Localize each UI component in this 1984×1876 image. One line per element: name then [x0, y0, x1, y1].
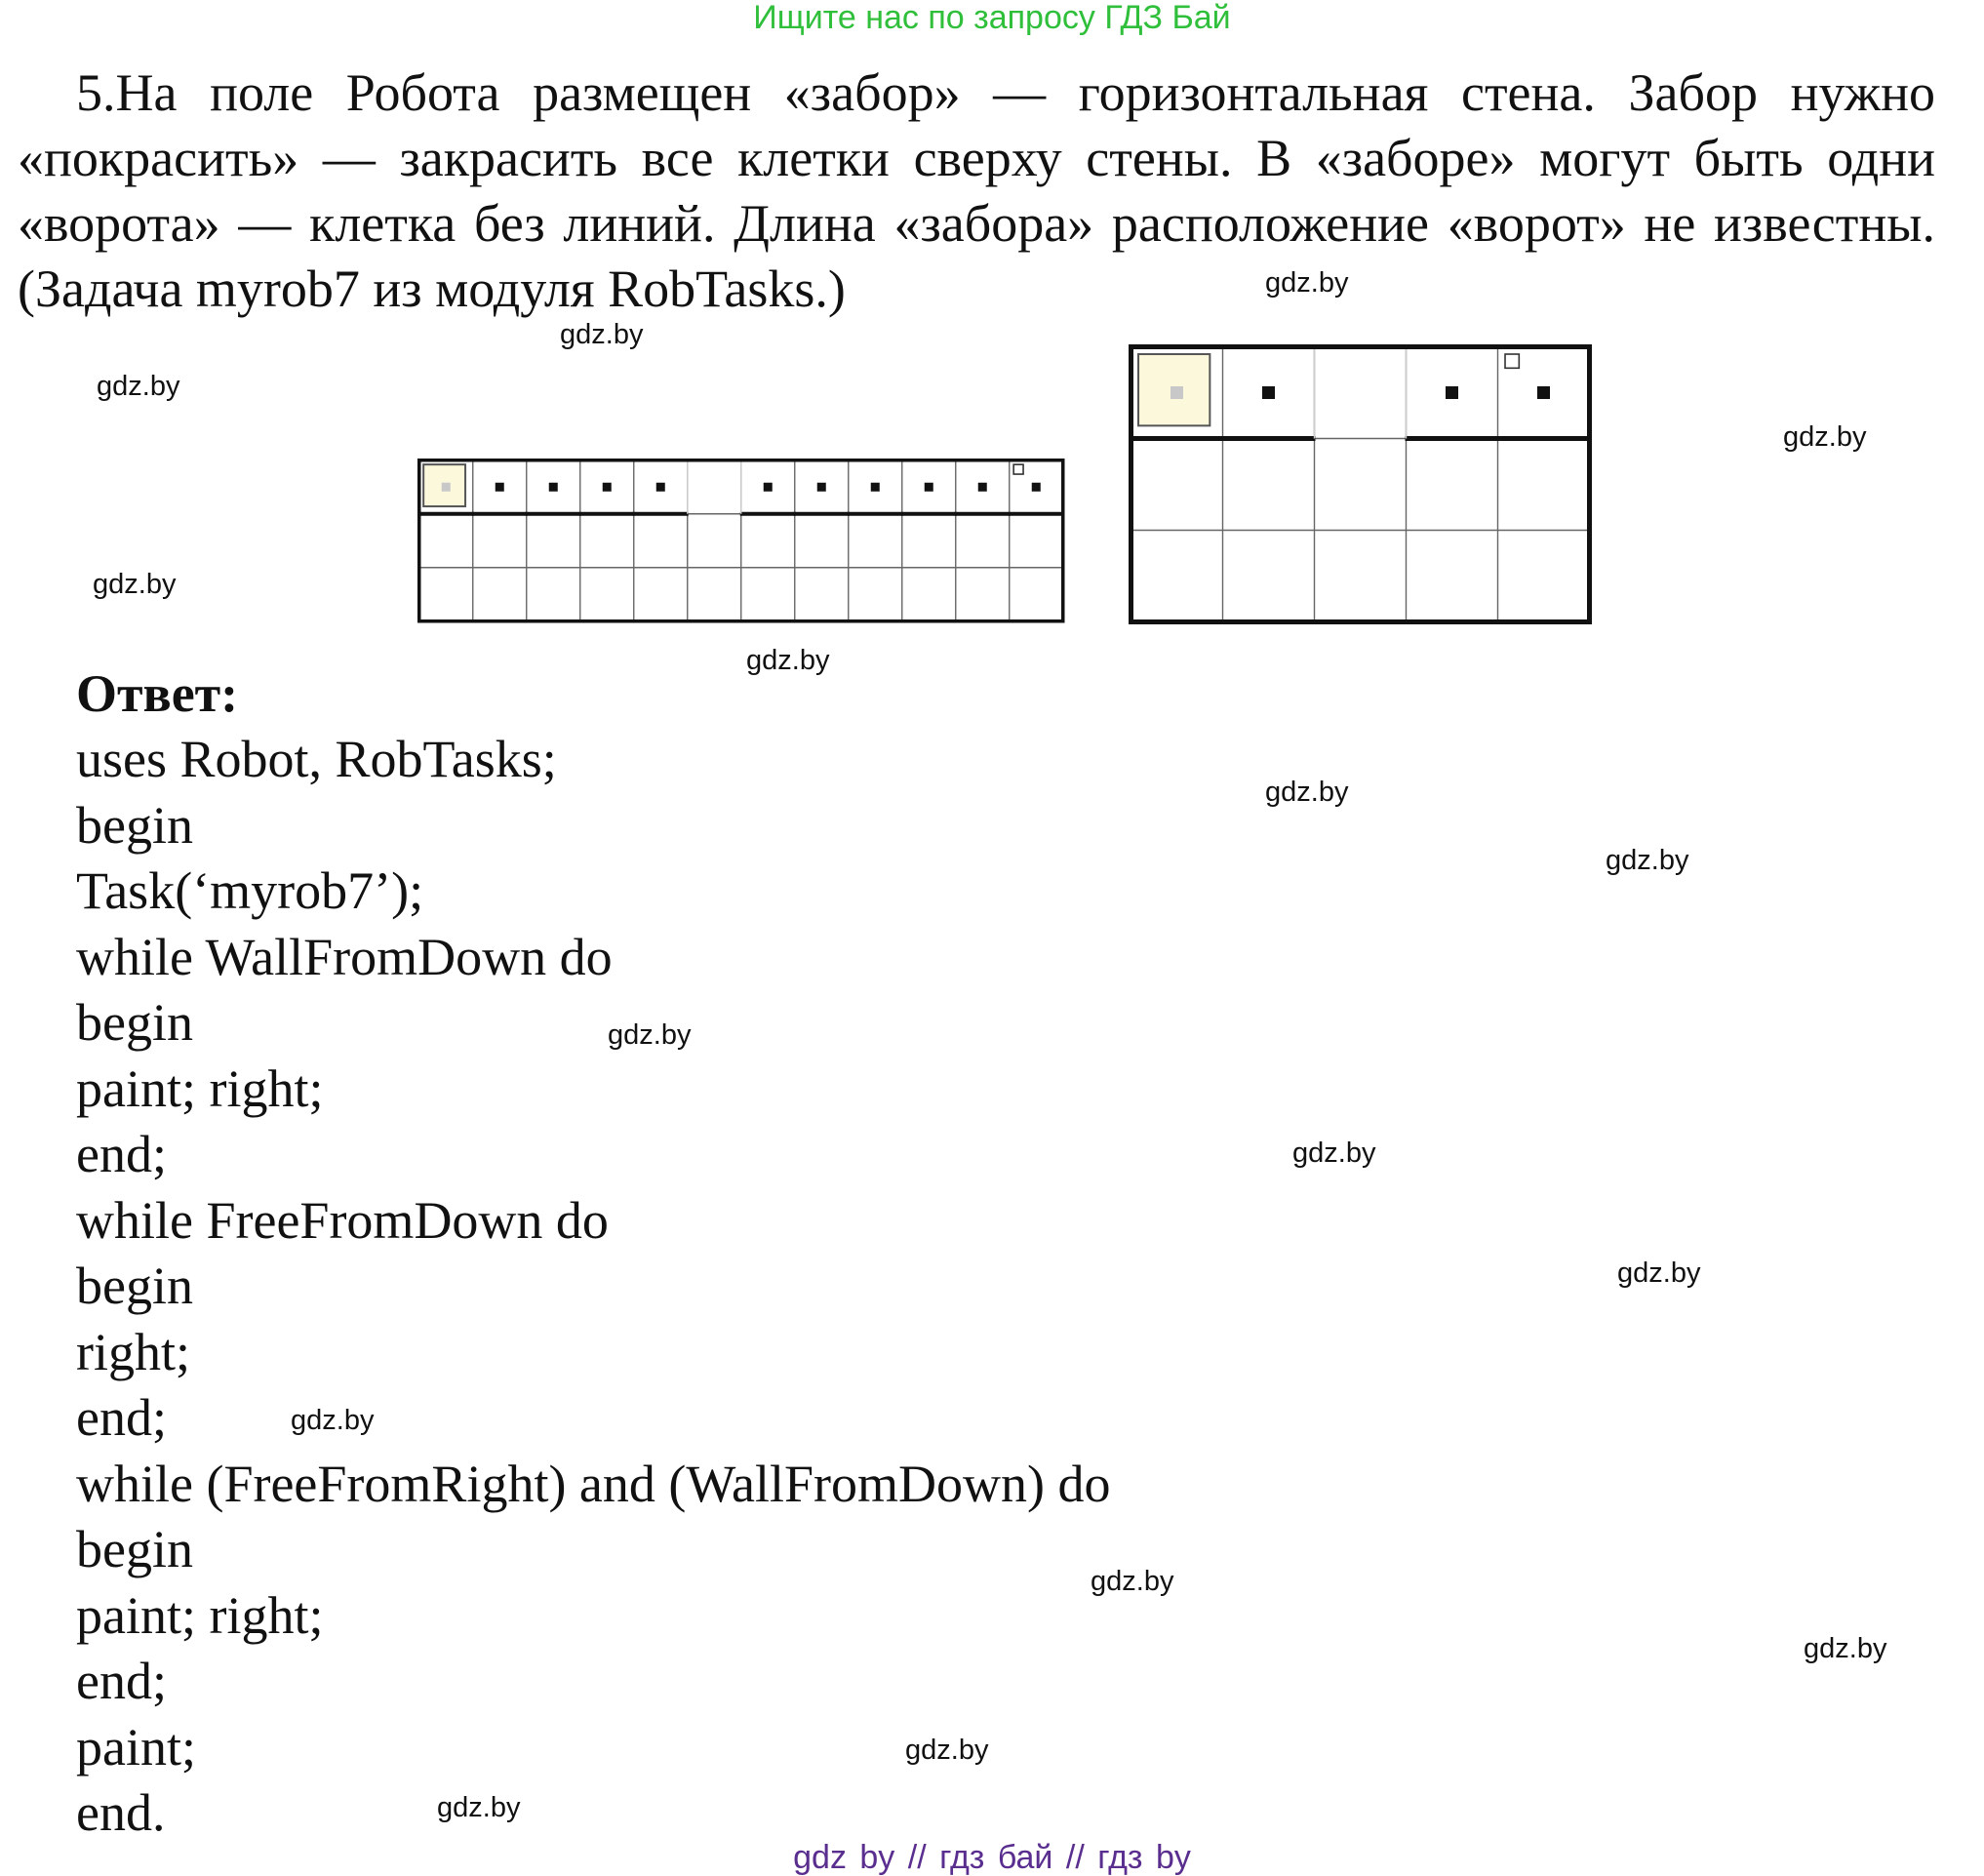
code-line: uses Robot, RobTasks; [76, 730, 557, 788]
code-line: end; [76, 1125, 167, 1183]
code-line: end; [76, 1652, 167, 1710]
watermark: gdz.by [1617, 1257, 1701, 1289]
code-line: begin [76, 1257, 193, 1315]
robot-field-large [1129, 344, 1591, 645]
watermark: gdz.by [560, 319, 644, 350]
paint-mark [925, 483, 933, 492]
code-line: begin [76, 993, 193, 1052]
watermark: gdz.by [746, 645, 830, 676]
paint-mark [764, 483, 773, 492]
code-line: while FreeFromDown do [76, 1190, 609, 1250]
watermark: gdz.by [93, 569, 177, 600]
paint-mark [1032, 483, 1041, 492]
code-line: while WallFromDown do [76, 927, 613, 986]
answer-code [76, 727, 1111, 1847]
paint-mark [656, 483, 665, 492]
gate-cell [1316, 348, 1406, 438]
watermark: gdz.by [291, 1405, 375, 1436]
code-line: while (FreeFromRight) and (WallFromDown) do [76, 1454, 1111, 1513]
code-line: paint; right; [76, 1058, 324, 1118]
gate-cell [689, 461, 740, 513]
watermark: gdz.by [905, 1735, 989, 1766]
watermark: gdz.by [1783, 421, 1867, 453]
task-statement: 5.На поле Робота размещен «забор» — горизонтальная стена. Забор нужно «покрасить» — закрасить все клетки сверху стены. В «заборе» могут быть одни «ворота» — клетка без линий. Длина «забора» расположение «ворот» не известны. (Задача myrob7 из модуля RobTasks.) [18, 63, 1935, 318]
footer-links[interactable]: gdz by // гдз бай // гдз by [793, 1839, 1191, 1876]
target-marker [1505, 354, 1519, 368]
watermark: gdz.by [1292, 1138, 1376, 1169]
target-marker [1013, 464, 1023, 474]
watermark: gdz.by [1804, 1633, 1887, 1664]
code-line: begin [76, 795, 193, 855]
code-line: end. [76, 1783, 166, 1842]
code-line: end; [76, 1388, 167, 1447]
paint-mark [549, 483, 558, 492]
robot-icon [1171, 386, 1183, 399]
code-line: begin [76, 1520, 193, 1578]
paint-mark [603, 483, 612, 492]
paint-mark [496, 483, 504, 492]
paint-mark [1262, 386, 1275, 399]
watermark: gdz.by [1091, 1566, 1174, 1597]
code-line: paint; [76, 1717, 196, 1776]
watermark: gdz.by [97, 371, 180, 402]
watermark: gdz.by [608, 1019, 692, 1051]
robot-icon [442, 483, 451, 492]
watermark: gdz.by [1265, 777, 1349, 808]
code-line: Task(‘myrob7’); [76, 861, 424, 920]
robot-field-small [417, 459, 1065, 632]
header-search-link[interactable]: Ищите нас по запросу ГДЗ Бай [753, 0, 1231, 36]
watermark: gdz.by [1606, 845, 1689, 876]
watermark: gdz.by [437, 1792, 521, 1823]
paint-mark [1537, 386, 1550, 399]
watermark: gdz.by [1265, 267, 1349, 299]
code-line: paint; right; [76, 1585, 324, 1645]
paint-mark [1446, 386, 1458, 399]
answer-title: Ответ: [76, 664, 239, 723]
paint-mark [817, 483, 826, 492]
code-line: right; [76, 1322, 190, 1381]
paint-mark [871, 483, 880, 492]
paint-mark [978, 483, 987, 492]
